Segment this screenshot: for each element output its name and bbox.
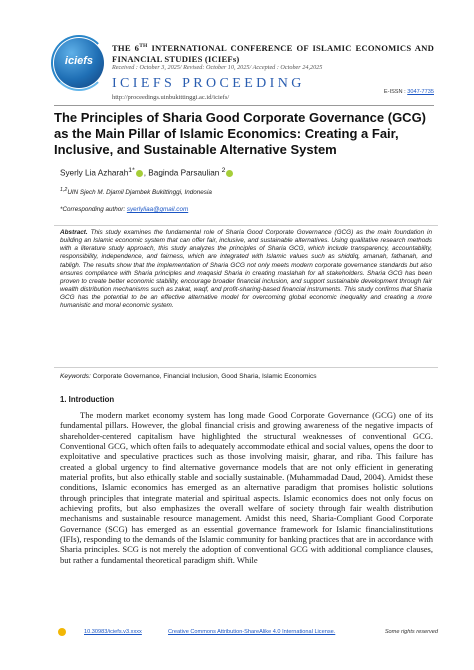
author-1: Syerly Lia Azharah: [60, 168, 129, 178]
eissn-link[interactable]: 3047-7735: [407, 89, 434, 95]
keywords: Keywords: Corporate Governance, Financial Inclusion, Good Sharia, Islamic Economics: [60, 373, 317, 380]
orcid-icon[interactable]: [136, 170, 143, 177]
author-line: Syerly Lia Azharah$^{1*}$ , Baginda Parsaulian $^2$: [60, 167, 234, 178]
conference-title: THE 6TH INTERNATIONAL CONFERENCE OF ISLAMIC ECONOMICS AND FINANCIAL STUDIES (ICIEFs): [112, 42, 434, 64]
paper-title: The Principles of Sharia Good Corporate Governance (GCG) as the Main Pillar of Islamic Economics: Creating a Fair, Inclusive, and Sustainable Alternative System: [54, 110, 427, 157]
submission-dates: Received : October 3, 2025/ Revised: October 10, 2025/ Accepted : October 24,2025: [112, 64, 323, 71]
affiliation: $^{1,2}$UIN Sjech M. Djamil Djambek Bukittinggi, Indonesia: [60, 187, 212, 197]
rights-text: Some rights reserved: [384, 629, 438, 635]
author-2: , Baginda Parsaulian: [143, 168, 222, 178]
abstract-text: This study examines the fundamental role of Sharia Good Corporate Governance (GCG) as the main foundation in building an Islamic economic system that can offer fair, inclusive, and sustainable alternatives. Using qualitative research methods with a literature study approach, this study analyzes the principles of Sharia GCG, which include transparency, accountability, responsibility, independence, and fairness, which are integrated with Islamic values such as shiddiq, amanah, fathanah, and tabligh. The results show that the implementation of Sharia GCG not only meets modern corporate governance standards but also ensures compliance with Sharia principles and maqasid Sharia in creating maslahah for all stakeholders. Sharia GCG has been proven to create better economic stability, encourage broader financial inclusion, and support sustainable development through fair wealth distribution mechanisms such as zakat, waqf, and profit-sharing-based financial instruments. This study confirms that Sharia GCG has the potential to be an effective alternative model for overcoming global economic inequality and creating a more humanistic and moral economic system.: [60, 229, 432, 310]
license-link[interactable]: Creative Commons Attribution-ShareAlike 4.0 International License.: [168, 629, 336, 635]
corresponding-author: *Corresponding author: syerlyliaa@gmail.com: [60, 206, 189, 213]
introduction-paragraph: The modern market economy system has long made Good Corporate Governance (GCG) one of its fundamental pillars. However, the global financial crisis and growing awareness of the negative impacts of shareholder-centered capitalism have highlighted the structural weaknesses of conventional GCG. Conventional GCG, which often fails to adequately accommodate ethical and social values, opens the door to exploitative and speculative practices such as those involving maisir, gharar, and riba. This failure has created a global urgency to find alternative governance models that are not only efficient in generating material profits, but also ethically stable and socially sustainable. (Muhammadad Daud, 2004). Amidst these conditions, Islamic economics has emerged as an alternative paradigm that promises holistic solutions through principles that integrate material and spiritual aspects. Islamic economics does not only focus on achieving profits, but also emphasizes the overall welfare of society through fair wealth distribution mechanisms and sustainable resource management. Amidst this need, Sharia-Compliant Good Corporate Governance (SCG) has emerged as an essential governance framework for Islamic financialinstitutions (IFIs), responding to the demands of the Islamic community for banking practices that are in accordance with Sharia principles. SCG is not merely the adoption of conventional GCG with additional compliance clauses, but rather a fundamental theoretical paradigm shift. While: [60, 410, 433, 565]
orcid-icon[interactable]: [226, 170, 233, 177]
conference-logo: [54, 38, 104, 88]
doi-link[interactable]: 10.30983/iciefs.v3.xxxx: [84, 629, 142, 635]
page-footer: [58, 628, 438, 640]
body-text: [60, 410, 433, 565]
abstract: [60, 229, 432, 311]
eissn: E-ISSN : 3047-7735: [383, 89, 434, 95]
abstract-bottom-rule: [54, 367, 438, 368]
abstract-top-rule: [54, 225, 438, 226]
url-bar: [54, 89, 434, 106]
logo-text: iciefs: [64, 55, 94, 67]
corresponding-email-link[interactable]: syerlyliaa@gmail.com: [126, 206, 189, 213]
abstract-label: Abstract.: [60, 229, 88, 236]
proceeding-title: ICIEFS PROCEEDING: [112, 76, 305, 91]
open-access-icon: [58, 628, 66, 636]
proceedings-url-link[interactable]: http://proceedings.uinbukittinggi.ac.id/iciefs/: [112, 94, 230, 101]
section-heading: 1. Introduction: [60, 395, 115, 404]
